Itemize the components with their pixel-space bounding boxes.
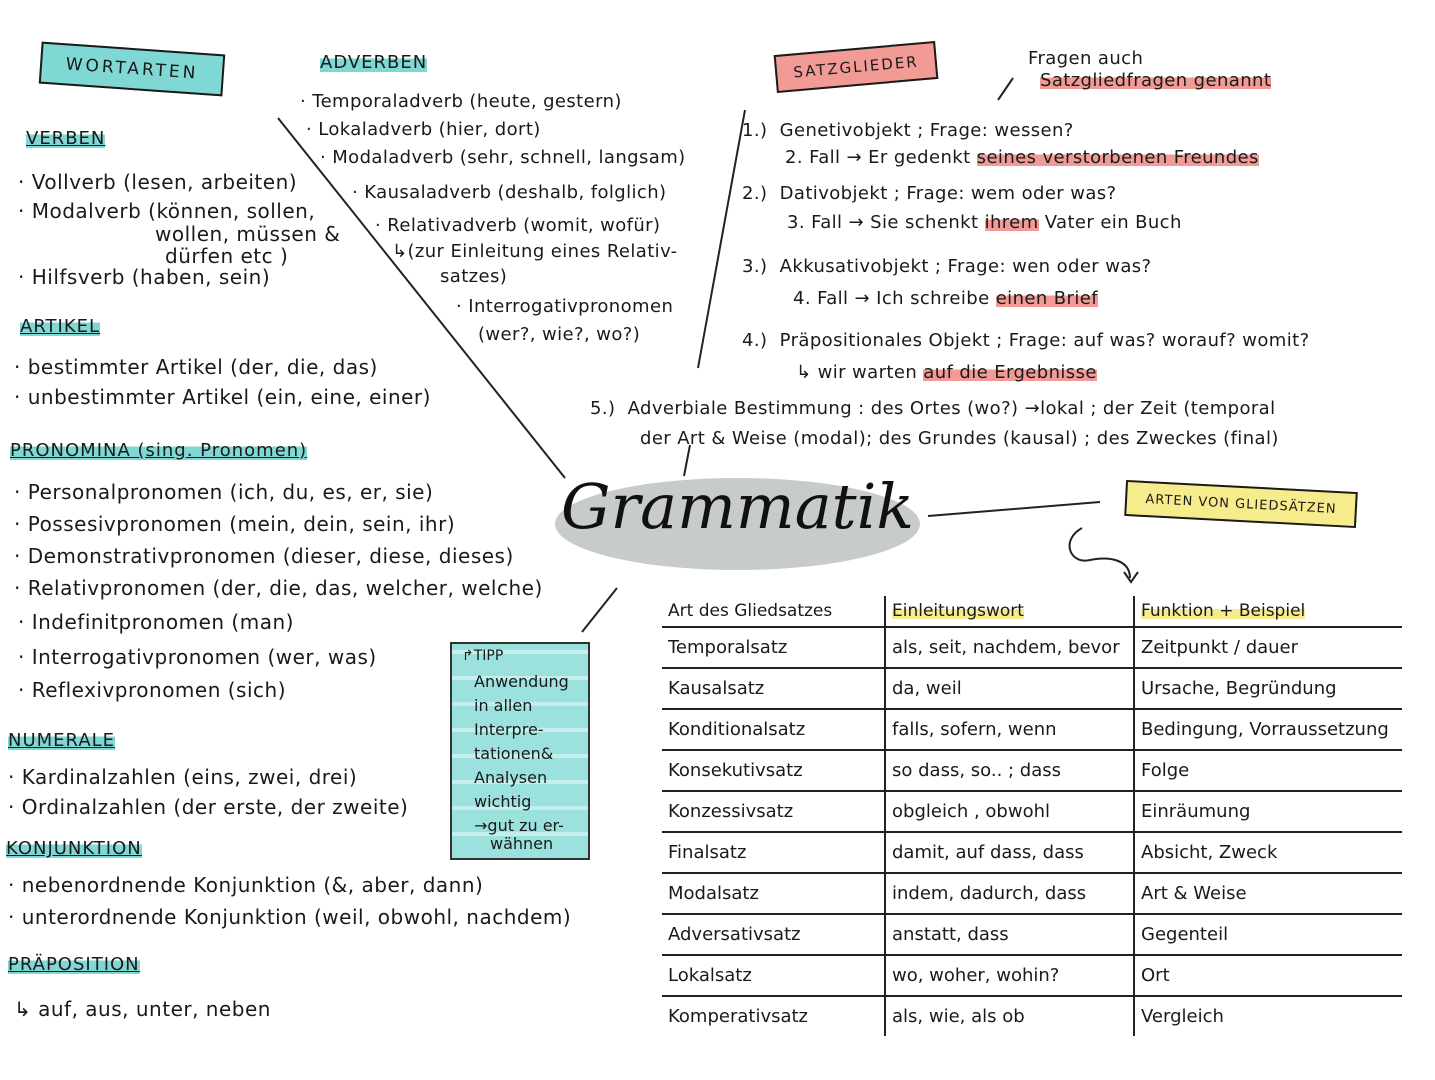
konjunktion-heading: KONJUNKTION xyxy=(6,838,142,859)
praeposition-heading: PRÄPOSITION xyxy=(8,954,140,975)
table-cell: Einräumung xyxy=(1134,791,1402,832)
table-cell: damit, auf dass, dass xyxy=(885,832,1134,873)
artikel-heading: ARTIKEL xyxy=(20,316,101,337)
table-header: Art des Gliedsatzes xyxy=(668,601,833,621)
table-cell: Gegenteil xyxy=(1134,914,1402,955)
wortarten-banner-label: WORTARTEN xyxy=(65,54,199,84)
table-cell: Zeitpunkt / dauer xyxy=(1134,627,1402,668)
table-row xyxy=(662,750,1402,791)
tipp-line: →gut zu er- xyxy=(474,816,564,835)
tipp-line: Analysen xyxy=(474,768,548,787)
table-row xyxy=(662,627,1402,668)
artikel-item: · bestimmter Artikel (der, die, das) xyxy=(14,355,378,379)
tipp-line: in allen xyxy=(474,696,533,715)
table-row xyxy=(662,955,1402,996)
table-cell: anstatt, dass xyxy=(885,914,1134,955)
table-cell: als, seit, nachdem, bevor xyxy=(885,627,1134,668)
tipp-line: tationen& xyxy=(474,744,554,763)
satzglied-row-5-cont: der Art & Weise (modal); des Grundes (kausal) ; des Zweckes (final) xyxy=(640,428,1279,449)
table-cell: Finalsatz xyxy=(662,832,885,873)
table-cell: Vergleich xyxy=(1134,996,1402,1036)
adverben-item: · Interrogativpronomen xyxy=(456,296,674,317)
table-cell: Folge xyxy=(1134,750,1402,791)
adverben-item-cont: satzes) xyxy=(440,266,508,287)
tipp-line: wichtig xyxy=(474,792,532,811)
satzglied-example: ↳ wir warten auf die Ergebnisse xyxy=(796,362,1097,383)
table-cell: Temporalsatz xyxy=(662,627,885,668)
center-title: Grammatik xyxy=(561,470,914,543)
verben-item: · Vollverb (lesen, arbeiten) xyxy=(18,170,298,194)
pronomina-item: · Personalpronomen (ich, du, es, er, sie) xyxy=(14,480,434,504)
satzglied-example: 2. Fall → Er gedenkt seines verstorbenen Freundes xyxy=(785,147,1259,168)
table-cell: Bedingung, Vorraussetzung xyxy=(1134,709,1402,750)
table-cell: Ort xyxy=(1134,955,1402,996)
satzglieder-banner-label: SATZGLIEDER xyxy=(792,52,920,82)
satzglied-row: 3.) Akkusativobjekt ; Frage: wen oder was? xyxy=(742,256,1152,277)
tipp-line: wähnen xyxy=(490,834,554,853)
praeposition-item: ↳ auf, aus, unter, neben xyxy=(14,997,271,1021)
adverben-item-cont: ↳(zur Einleitung eines Relativ- xyxy=(392,241,678,262)
pronomina-item: · Relativpronomen (der, die, das, welcher, welche) xyxy=(14,576,543,600)
table-row xyxy=(662,873,1402,914)
table-cell: Adversativsatz xyxy=(662,914,885,955)
table-row xyxy=(662,709,1402,750)
table-cell: Absicht, Zweck xyxy=(1134,832,1402,873)
satzglied-row: 4.) Präpositionales Objekt ; Frage: auf was? worauf? womit? xyxy=(742,330,1310,351)
table-row xyxy=(662,668,1402,709)
adverben-item: · Lokaladverb (hier, dort) xyxy=(306,119,541,140)
table-cell: Lokalsatz xyxy=(662,955,885,996)
table-header: Funktion + Beispiel xyxy=(1134,596,1402,627)
table-cell: indem, dadurch, dass xyxy=(885,873,1134,914)
adverben-item: · Relativadverb (womit, wofür) xyxy=(375,215,661,236)
adverben-heading: ADVERBEN xyxy=(320,52,428,73)
verben-heading: VERBEN xyxy=(26,128,106,149)
numerale-item: · Ordinalzahlen (der erste, der zweite) xyxy=(8,795,409,819)
table-cell: als, wie, als ob xyxy=(885,996,1134,1036)
satzglieder-note: Fragen auch xyxy=(1028,48,1144,69)
table-row xyxy=(662,914,1402,955)
adverben-item-cont: (wer?, wie?, wo?) xyxy=(478,324,641,345)
verben-item: · Modalverb (können, sollen, xyxy=(18,199,316,223)
table-row xyxy=(662,996,1402,1036)
satzglied-row: 1.) Genetivobjekt ; Frage: wessen? xyxy=(742,120,1074,141)
table-cell: Kausalsatz xyxy=(662,668,885,709)
table-cell: da, weil xyxy=(885,668,1134,709)
table-cell: Konditionalsatz xyxy=(662,709,885,750)
table-cell: Komperativsatz xyxy=(662,996,885,1036)
gliedsaetze-table xyxy=(662,596,1402,1036)
table-cell: obgleich , obwohl xyxy=(885,791,1134,832)
table-cell: Art & Weise xyxy=(1134,873,1402,914)
table-cell: wo, woher, wohin? xyxy=(885,955,1134,996)
table-row xyxy=(662,791,1402,832)
tipp-box xyxy=(450,642,590,860)
pronomina-heading: PRONOMINA (sing. Pronomen) xyxy=(10,440,308,461)
artikel-item: · unbestimmter Artikel (ein, eine, einer) xyxy=(14,385,431,409)
konjunktion-item: · unterordnende Konjunktion (weil, obwohl, nachdem) xyxy=(8,905,572,929)
numerale-heading: NUMERALE xyxy=(8,730,116,751)
adverben-item: · Kausaladverb (deshalb, folglich) xyxy=(352,182,667,203)
verben-item: · Hilfsverb (haben, sein) xyxy=(18,265,271,289)
verben-item-cont: dürfen etc ) xyxy=(165,244,289,268)
verben-item-cont: wollen, müssen & xyxy=(155,222,341,246)
table-cell: Modalsatz xyxy=(662,873,885,914)
satzglieder-note: Satzgliedfragen genannt xyxy=(1040,70,1272,91)
adverben-item: · Modaladverb (sehr, schnell, langsam) xyxy=(320,147,686,168)
pronomina-item: · Demonstrativpronomen (dieser, diese, dieses) xyxy=(14,544,514,568)
table-header: Einleitungswort xyxy=(885,596,1134,627)
table-header-row xyxy=(662,596,1402,627)
pronomina-item: · Reflexivpronomen (sich) xyxy=(18,678,287,702)
konjunktion-item: · nebenordnende Konjunktion (&, aber, dann) xyxy=(8,873,484,897)
table-cell: Konsekutivsatz xyxy=(662,750,885,791)
numerale-item: · Kardinalzahlen (eins, zwei, drei) xyxy=(8,765,358,789)
table-cell: falls, sofern, wenn xyxy=(885,709,1134,750)
satzglied-row-5: 5.) Adverbiale Bestimmung : des Ortes (wo?) →lokal ; der Zeit (temporal xyxy=(590,398,1276,419)
satzglied-example: 3. Fall → Sie schenkt ihrem Vater ein Buch xyxy=(787,212,1182,233)
adverben-item: · Temporaladverb (heute, gestern) xyxy=(300,91,622,112)
table-cell: so dass, so.. ; dass xyxy=(885,750,1134,791)
pronomina-item: · Indefinitpronomen (man) xyxy=(18,610,294,634)
tipp-line: Anwendung xyxy=(474,672,569,691)
pronomina-item: · Possesivpronomen (mein, dein, sein, ihr) xyxy=(14,512,456,536)
pronomina-item: · Interrogativpronomen (wer, was) xyxy=(18,645,377,669)
tipp-line: Interpre- xyxy=(474,720,544,739)
tipp-label: ↱TIPP xyxy=(462,648,504,664)
table-cell: Konzessivsatz xyxy=(662,791,885,832)
gliedsaetze-banner-label: ARTEN VON GLIEDSÄTZEN xyxy=(1145,491,1337,517)
satzglied-example: 4. Fall → Ich schreibe einen Brief xyxy=(793,288,1098,309)
table-cell: Ursache, Begründung xyxy=(1134,668,1402,709)
table-row xyxy=(662,832,1402,873)
satzglied-row: 2.) Dativobjekt ; Frage: wem oder was? xyxy=(742,183,1117,204)
